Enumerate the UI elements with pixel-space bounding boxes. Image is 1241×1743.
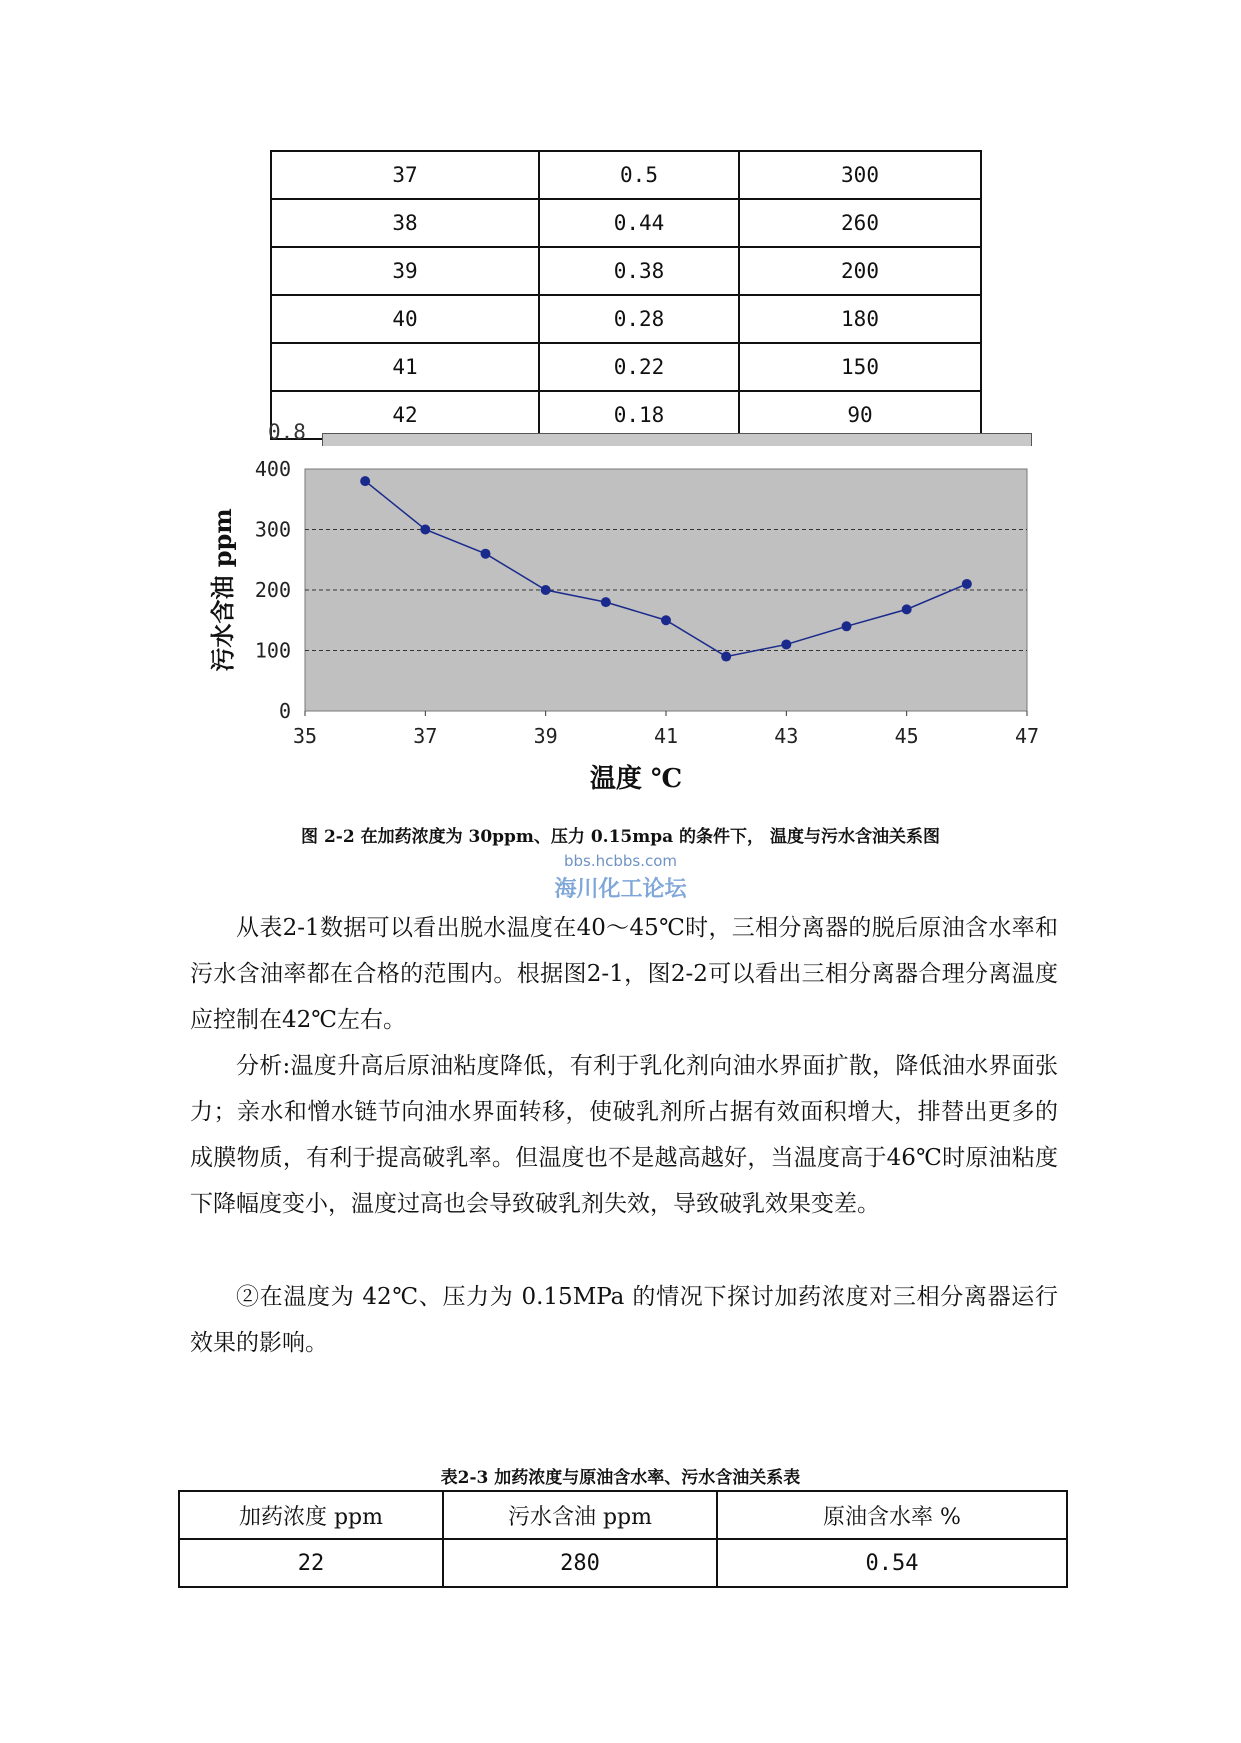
data-point bbox=[781, 639, 791, 649]
figure-caption: 图 2-2 在加药浓度为 30ppm、压力 0.15mpa 的条件下， 温度与污水含油关系图 bbox=[301, 827, 940, 847]
chart-x-axis-label: 温度 ℃ bbox=[589, 764, 683, 794]
paragraph-text: ②在温度为 42℃、压力为 0.15MPa 的情况下探讨加药浓度对三相分离器运行效果的影响。 bbox=[190, 1284, 1058, 1356]
paragraph-2 bbox=[190, 1043, 1058, 1227]
data-point bbox=[902, 604, 912, 614]
top-table-clip bbox=[0, 0, 1241, 427]
table-cell: 39 bbox=[271, 247, 539, 295]
table-row bbox=[271, 295, 981, 343]
table-cell: 0.22 bbox=[539, 343, 739, 391]
table-cell: 150 bbox=[739, 343, 981, 391]
table-cell: 0.54 bbox=[717, 1539, 1067, 1587]
data-point bbox=[661, 615, 671, 625]
data-point bbox=[601, 597, 611, 607]
watermark-url: bbs.hcbbs.com bbox=[563, 852, 678, 870]
watermark-name: 海川化工论坛 bbox=[554, 877, 687, 902]
x-tick-label: 43 bbox=[774, 724, 799, 748]
table-cell: 0.28 bbox=[539, 295, 739, 343]
table-cell: 0.44 bbox=[539, 199, 739, 247]
table-cell: 37 bbox=[271, 151, 539, 199]
table-cell: 180 bbox=[739, 295, 981, 343]
strip-tick-label: 0.8 bbox=[268, 420, 306, 444]
table-cell: 90 bbox=[739, 391, 981, 439]
table-row bbox=[271, 151, 981, 199]
x-tick-label: 35 bbox=[292, 724, 318, 748]
temperature-oil-chart bbox=[195, 455, 1055, 795]
table-cell: 300 bbox=[739, 151, 981, 199]
y-tick-label: 200 bbox=[254, 578, 291, 602]
x-tick-label: 45 bbox=[894, 724, 919, 748]
table-cell: 0.5 bbox=[539, 151, 739, 199]
table-cell: 260 bbox=[739, 199, 981, 247]
table-header-cell: 原油含水率 % bbox=[717, 1491, 1067, 1539]
chart-y-axis-label: 污水含油 ppm bbox=[208, 508, 237, 672]
table-row bbox=[179, 1539, 1067, 1587]
paragraph-3 bbox=[190, 1274, 1058, 1366]
data-point bbox=[481, 549, 491, 559]
data-point bbox=[420, 525, 430, 535]
paragraph-text: 分析:温度升高后原油粘度降低，有利于乳化剂向油水界面扩散，降低油水界面张力；亲水和憎水链节向油水界面转移，使破乳剂所占据有效面积增大，排替出更多的成膜物质，有利于提高破乳率。但温度也不是越高越好，当温度高于46℃时原油粘度下降幅度变小，温度过高也会导致破乳剂失效，导致破乳效果变差。 bbox=[190, 1053, 1058, 1217]
table-row bbox=[271, 199, 981, 247]
data-point bbox=[360, 476, 370, 486]
table-cell: 0.18 bbox=[539, 391, 739, 439]
table-cell: 280 bbox=[443, 1539, 717, 1587]
x-tick-label: 37 bbox=[413, 724, 438, 748]
paragraph-1 bbox=[190, 905, 1058, 1043]
table-cell: 38 bbox=[271, 199, 539, 247]
table-cell: 0.38 bbox=[539, 247, 739, 295]
y-tick-label: 0 bbox=[278, 699, 291, 723]
paragraph-text: 从表2-1数据可以看出脱水温度在40～45℃时，三相分离器的脱后原油含水率和污水含油率都在合格的范围内。根据图2-1，图2-2可以看出三相分离器合理分离温度应控制在42℃左右。 bbox=[190, 915, 1058, 1033]
x-tick-label: 41 bbox=[653, 724, 679, 748]
data-point bbox=[962, 579, 972, 589]
table-cell: 40 bbox=[271, 295, 539, 343]
y-tick-label: 100 bbox=[254, 638, 291, 663]
table-row bbox=[271, 391, 981, 439]
table-header-cell: 污水含油 ppm bbox=[443, 1491, 717, 1539]
table-cell: 200 bbox=[739, 247, 981, 295]
top-table bbox=[270, 150, 982, 440]
table-row bbox=[271, 343, 981, 391]
data-point bbox=[541, 585, 551, 595]
table-header-cell: 加药浓度 ppm bbox=[179, 1491, 443, 1539]
data-point bbox=[721, 652, 731, 662]
table-cell: 22 bbox=[179, 1539, 443, 1587]
table-header-row bbox=[179, 1491, 1067, 1539]
y-tick-label: 300 bbox=[254, 517, 291, 542]
strip-chart-fragment bbox=[322, 433, 1032, 446]
table-row bbox=[271, 247, 981, 295]
x-tick-label: 47 bbox=[1014, 724, 1040, 748]
x-tick-label: 39 bbox=[533, 724, 558, 748]
dosage-table bbox=[178, 1490, 1068, 1588]
table-cell: 42 bbox=[271, 391, 539, 439]
y-tick-label: 400 bbox=[254, 457, 291, 481]
table2-caption: 表2-3 加药浓度与原油含水率、污水含油关系表 bbox=[440, 1468, 801, 1488]
table-cell: 41 bbox=[271, 343, 539, 391]
data-point bbox=[842, 621, 852, 631]
